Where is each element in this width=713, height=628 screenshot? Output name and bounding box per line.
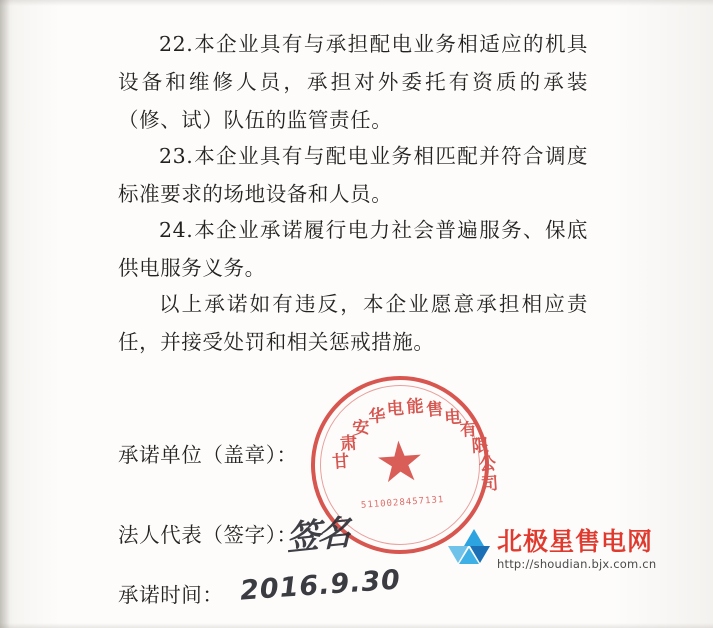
- seal-star-icon: ★: [372, 430, 428, 496]
- paragraph-23: 23.本企业具有与配电业务相匹配并符合调度标准要求的场地设备和人员。: [118, 143, 588, 206]
- signature-date-label: 承诺时间：: [118, 583, 224, 607]
- handwritten-signature: 签名: [286, 512, 348, 560]
- watermark-text-group: [497, 528, 656, 571]
- paragraph-22: 22.本企业具有与承担配电业务相适应的机具设备和维修人员，承担对外委托有资质的承装（修、试）队伍的监管责任。: [118, 31, 588, 132]
- paragraph-24: 24.本企业承诺履行电力社会普遍服务、保底供电服务义务。: [118, 217, 588, 280]
- watermark-url: http://shoudian.bjx.com.cn: [497, 557, 657, 571]
- seal-ring-text: 甘 肃 安 华 电 能 售 电 有 限 公 司: [331, 396, 499, 495]
- page-bottom-edge-shadow: [0, 623, 713, 628]
- paragraph-closing: 以上承诺如有违反，本企业愿意承担相应责任，并接受处罚和相关惩戒措施。: [118, 291, 588, 354]
- signature-legal-rep-label: 法人代表（签字）：: [118, 523, 298, 547]
- handwritten-date: 2016.9.30: [239, 564, 402, 607]
- bjx-logo-icon: [448, 529, 490, 571]
- site-watermark: [448, 528, 656, 571]
- seal-code: 5110028457131: [360, 495, 445, 511]
- watermark-title: 北极星售电网: [497, 527, 654, 556]
- signature-unit-label: 承诺单位（盖章）：: [118, 443, 298, 467]
